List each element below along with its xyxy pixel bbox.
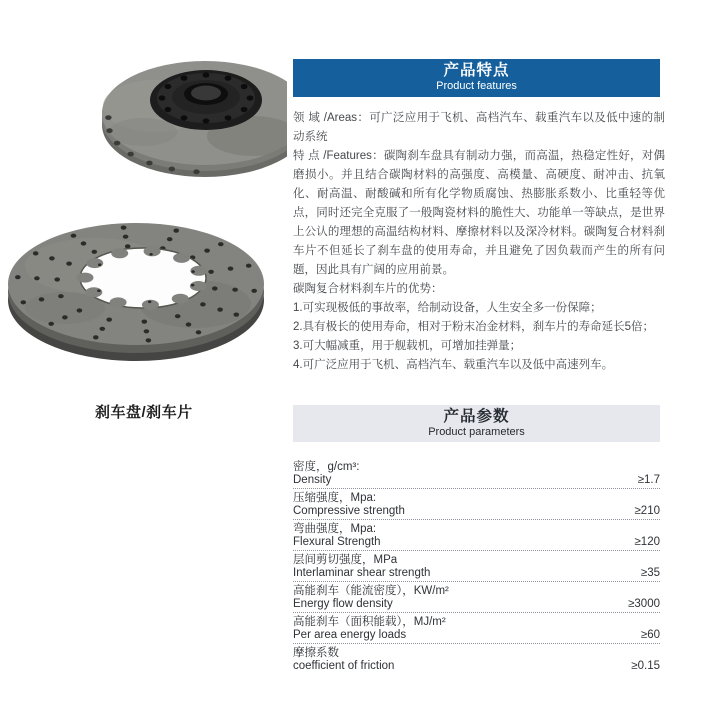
param-label-en: coefficient of friction	[293, 659, 395, 672]
param-label-zh: 弯曲强度，Mpa:	[293, 523, 377, 535]
param-value: ≥120	[634, 535, 660, 548]
param-label-en: Energy flow density	[293, 597, 393, 610]
product-label: 刹车盘/刹车片	[95, 404, 193, 421]
param-row-per-area-energy-loads	[293, 613, 660, 644]
parameters-table	[293, 458, 660, 674]
features-title-zh: 产品特点	[443, 62, 510, 79]
features-title-en: Product features	[436, 80, 517, 92]
advantage-item: 1.可实现极低的事故率，给制动设备，人生安全多一份保障；	[293, 302, 602, 314]
features-text-block	[293, 109, 665, 375]
param-row-compressive-strength	[293, 489, 660, 520]
param-label-zh: 高能刹车（面积能载），MJ/m²	[293, 616, 446, 628]
param-row-coefficient-of-friction	[293, 644, 660, 674]
param-value: ≥1.7	[637, 473, 660, 486]
param-label-en: Compressive strength	[293, 504, 405, 517]
advantages-heading: 碳陶复合材料刹车片的优势：	[293, 283, 443, 295]
param-label-zh: 层间剪切强度，MPa	[293, 554, 398, 566]
param-value: ≥0.15	[631, 659, 660, 672]
param-label-zh: 摩擦系数	[293, 647, 339, 659]
advantage-item: 2.具有极长的使用寿命，相对于粉末冶金材料，刹车片的寿命延长5倍；	[293, 321, 654, 333]
areas-line: 领 域 /Areas：可广泛应用于飞机、高档汽车、载重汽车以及低中速的制动系统	[293, 112, 665, 143]
brake-disc-ring-photo	[5, 208, 271, 373]
param-value: ≥35	[640, 566, 660, 579]
section-header-product-features	[293, 59, 660, 97]
param-label-en: Per area energy loads	[293, 628, 407, 641]
param-row-energy-flow-density	[293, 582, 660, 613]
advantage-item: 3.可大幅减重，用于舰载机，可增加挂弹量；	[293, 340, 522, 352]
features-paragraph: 特 点 /Features：碳陶刹车盘具有制动力强，而高温，热稳定性好，对偶磨损小。并且结合碳陶材料的高强度、高模量、高硬度、耐冲击、抗氧化、耐高温、耐酸碱和所有化学物质腐蚀、热膨胀系数小、比重轻等优点，同时还完全克服了一般陶瓷材料的脆性大、功能单一等缺点，是世界上公认的理想的高温结构材料、摩擦材料以及深冷材料。碳陶复合材料刹车片不但延长了刹车盘的使用寿命，并且避免了因负载而产生的所有问题，因此具有广阔的应用前景。	[293, 150, 665, 276]
param-label-zh: 密度，g/cm³:	[293, 461, 360, 473]
param-value: ≥3000	[628, 597, 660, 610]
brake-disc-with-hub-photo	[85, 48, 287, 188]
param-value: ≥60	[640, 628, 660, 641]
param-label-zh: 压缩强度，Mpa:	[293, 492, 377, 504]
section-header-product-parameters	[293, 405, 660, 442]
param-label-zh: 高能刹车（能流密度），KW/m²	[293, 585, 449, 597]
param-row-interlaminar-shear-strength	[293, 551, 660, 582]
advantage-item: 4.可广泛应用于飞机、高档汽车、载重汽车以及低中高速列车。	[293, 359, 614, 371]
param-row-flexural-strength	[293, 520, 660, 551]
param-label-en: Flexural Strength	[293, 535, 381, 548]
param-label-en: Density	[293, 473, 332, 486]
parameters-title-zh: 产品参数	[443, 408, 510, 425]
param-value: ≥210	[634, 504, 660, 517]
param-label-en: Interlaminar shear strength	[293, 566, 431, 579]
param-row-density	[293, 458, 660, 489]
parameters-title-en: Product parameters	[428, 426, 525, 438]
